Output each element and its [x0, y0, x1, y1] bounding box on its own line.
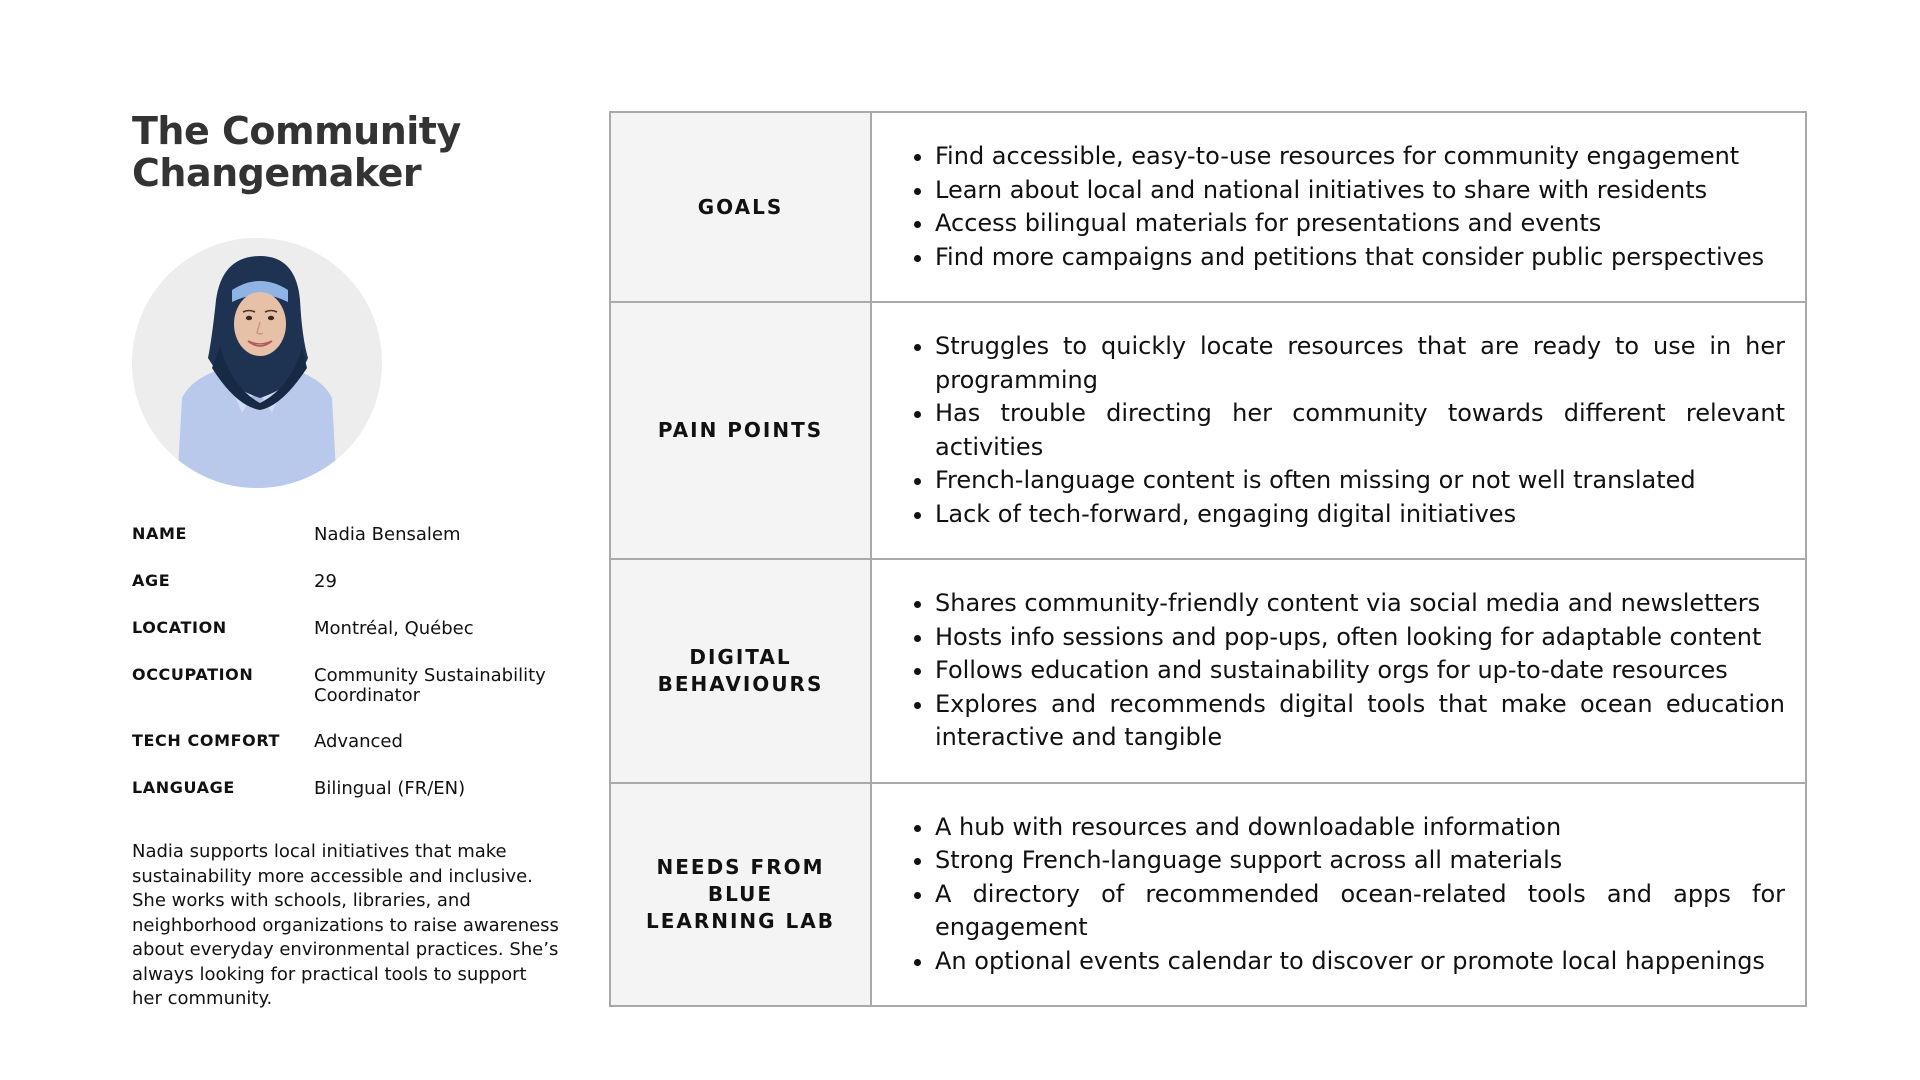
digital-behaviours-list — [912, 587, 1785, 755]
list-item: • Explores and recommends digital tools that make ocean education interactive and tangible — [935, 688, 1785, 755]
list-item: • Lack of tech-forward, engaging digital initiatives — [935, 498, 1785, 532]
list-item: • Follows education and sustainability orgs for up-to-date resources — [935, 654, 1785, 688]
persona-profile — [132, 109, 572, 1009]
list-item: • Hosts info sessions and pop-ups, often looking for adaptable content — [935, 621, 1785, 655]
pain-points-list — [912, 330, 1785, 531]
detail-row-occupation — [132, 663, 572, 729]
persona-bio: Nadia supports local initiatives that make sustainability more accessible and inclusive. She works with schools, libraries, and neighborhood organizations to raise awareness about everyday environmental practices. She’s always looking for practical tools to support her community. — [132, 841, 559, 1009]
detail-row-location — [132, 616, 572, 663]
list-item: • An optional events calendar to discover or promote local happenings — [935, 945, 1785, 979]
detail-value: 29 — [314, 571, 337, 592]
detail-label: LANGUAGE — [132, 778, 235, 797]
detail-label: OCCUPATION — [132, 665, 254, 684]
detail-row-age — [132, 569, 572, 616]
list-item: • Access bilingual materials for presentations and events — [935, 207, 1785, 241]
detail-value: Nadia Bensalem — [314, 524, 461, 545]
row-content-needs — [872, 784, 1805, 1005]
list-item: • French-language content is often missing or not well translated — [935, 464, 1785, 498]
avatar — [132, 238, 382, 488]
detail-value: Montréal, Québec — [314, 618, 474, 639]
list-item: • Find more campaigns and petitions that consider public perspectives — [935, 241, 1785, 275]
list-item: • Struggles to quickly locate resources that are ready to use in her programming — [935, 330, 1785, 397]
detail-label: AGE — [132, 571, 171, 590]
table-row-needs — [611, 784, 1805, 1005]
row-label-digital-behaviours: DIGITAL BEHAVIOURS — [611, 560, 872, 782]
detail-value: Advanced — [314, 731, 403, 752]
row-content-goals — [872, 113, 1805, 301]
persona-table — [609, 111, 1807, 1007]
table-row-digital-behaviours — [611, 560, 1805, 784]
table-row-goals — [611, 113, 1805, 303]
list-item: • Find accessible, easy-to-use resources for community engagement — [935, 140, 1785, 174]
row-label-pain-points: PAIN POINTS — [611, 303, 872, 558]
persona-title — [132, 110, 572, 194]
detail-value: Community Sustainability Coordinator — [314, 665, 546, 706]
detail-label: LOCATION — [132, 618, 227, 637]
detail-row-name — [132, 522, 572, 569]
person-photo-icon — [132, 238, 382, 488]
goals-list — [912, 140, 1785, 274]
list-item: • Shares community-friendly content via social media and newsletters — [935, 587, 1785, 621]
detail-value: Bilingual (FR/EN) — [314, 778, 466, 799]
persona-title-line2: Changemaker — [132, 151, 422, 195]
detail-row-language — [132, 776, 572, 823]
persona-title-line1: The Community — [132, 109, 461, 153]
row-content-digital-behaviours — [872, 560, 1805, 782]
detail-label: TECH COMFORT — [132, 731, 281, 750]
list-item: • Has trouble directing her community towards different relevant activities — [935, 397, 1785, 464]
row-label-needs: NEEDS FROM BLUE LEARNING LAB — [611, 784, 872, 1005]
list-item: • Strong French-language support across all materials — [935, 844, 1785, 878]
row-content-pain-points — [872, 303, 1805, 558]
list-item: • A directory of recommended ocean-related tools and apps for engagement — [935, 878, 1785, 945]
detail-row-tech-comfort — [132, 729, 572, 776]
table-row-pain-points — [611, 303, 1805, 560]
detail-label: NAME — [132, 524, 188, 543]
row-label-goals: GOALS — [611, 113, 872, 301]
needs-list — [912, 811, 1785, 979]
list-item: • Learn about local and national initiatives to share with residents — [935, 174, 1785, 208]
persona-details — [132, 522, 572, 823]
list-item: • A hub with resources and downloadable information — [935, 811, 1785, 845]
